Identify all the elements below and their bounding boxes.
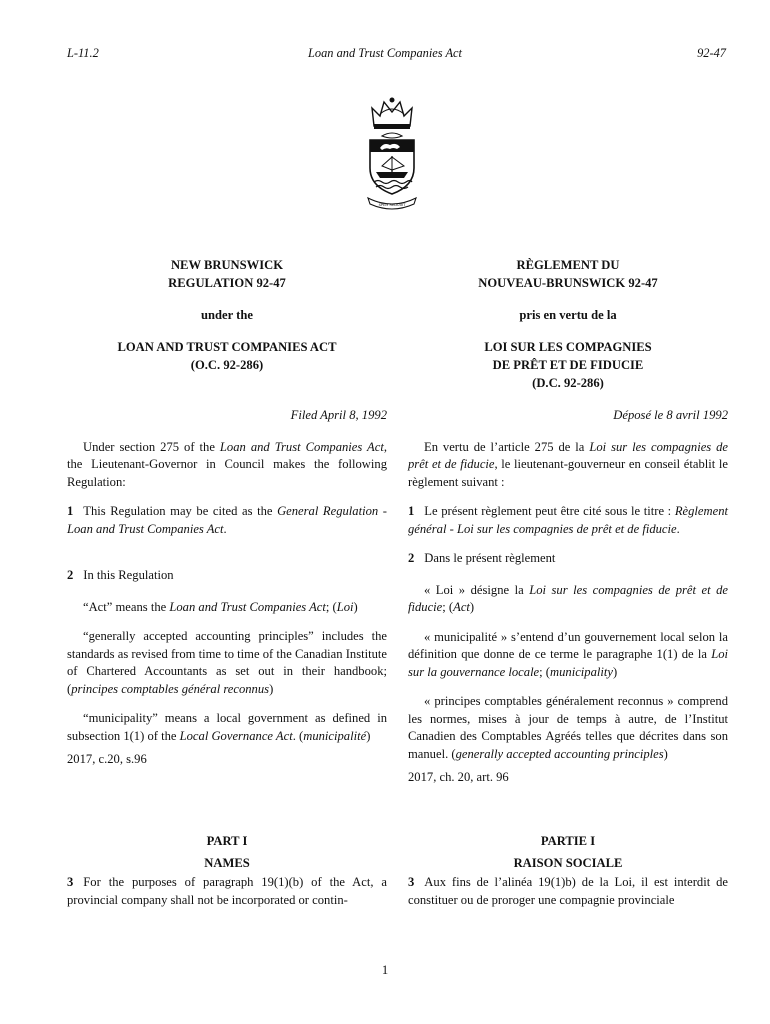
en-filed-date: Filed April 8, 1992 — [290, 408, 387, 422]
header-chapter: L-11.2 — [67, 46, 99, 60]
fr-filed-date: Déposé le 8 avril 1992 — [613, 408, 728, 422]
en-part-title: NAMES — [204, 856, 250, 870]
fr-enacting-clause: En vertu de l’article 275 de la Loi sur les compagnies de prêt et de fiducie, le lieutenant-gouverneur en conseil établit le règlement suivant : — [408, 439, 729, 489]
fr-part-title: RAISON SOCIALE — [513, 856, 623, 870]
fr-definition-loi: « Loi » désigne la Loi sur les compagnies de prêt et de fiducie; (Act) — [408, 582, 729, 614]
en-order-in-council: (O.C. 92-286) — [190, 358, 264, 372]
fr-definition-principes: « principes comptables généralement reconnus » comprend les normes, mises à jour de temps à autre, de l’Institut Canadien des Comptables Agréés telles que décrites dans son manuel. (generally accepted accounting principles) — [408, 694, 728, 761]
en-section-2: 2 In this Regulation — [67, 568, 174, 582]
en-section-1-number: 1 — [67, 504, 74, 518]
french-column — [408, 256, 729, 907]
header-act-title: Loan and Trust Companies Act — [308, 46, 462, 60]
en-part-heading: PART I — [206, 834, 248, 848]
fr-section-1: 1 Le présent règlement peut être cité sous le titre : Règlement général - Loi sur les compagnies de prêt et de fiducie. — [408, 504, 728, 536]
fr-amendment-note: 2017, ch. 20, art. 96 — [408, 770, 509, 784]
fr-under-the: pris en vertu de la — [519, 308, 617, 322]
en-enacting-clause: Under section 275 of the Loan and Trust Companies Act, the Lieutenant-Governor in Council makes the following Regulation: — [67, 439, 387, 489]
fr-act-name-line1: LOI SUR LES COMPAGNIES — [484, 340, 652, 354]
fr-act-name-line2: DE PRÊT ET DE FIDUCIE — [492, 358, 644, 372]
en-title-line2: REGULATION 92-47 — [168, 276, 286, 290]
en-definition-gaap: “generally accepted accounting principles” includes the standards as revised from time to time of the Canadian Institute of Chartered Accountants as set out in their handbook; (principes comptables général reconnus) — [67, 629, 387, 696]
en-under-the: under the — [201, 308, 253, 322]
fr-order-in-council: (D.C. 92-286) — [532, 376, 604, 390]
en-act-name: LOAN AND TRUST COMPANIES ACT — [117, 340, 337, 354]
fr-definition-municipalite: « municipalité » s’entend d’un gouvernement local selon la définition que donne de ce terme le paragraphe 1(1) de la Loi sur la gouvernance locale; (municipality) — [408, 629, 728, 679]
fr-section-3: 3 Aux fins de l’alinéa 19(1)b) de la Loi, il est interdit de constituer ou de proroger une compagnie provinciale — [408, 875, 728, 907]
en-definition-act: “Act” means the Loan and Trust Companies Act; (Loi) — [83, 599, 358, 614]
svg-text:SPEM REDUXIT: SPEM REDUXIT — [378, 203, 406, 207]
fr-title-line2: NOUVEAU-BRUNSWICK 92-47 — [478, 276, 658, 290]
english-column — [67, 256, 387, 907]
fr-section-2: 2 Dans le présent règlement — [408, 551, 556, 565]
page-number: 1 — [381, 963, 389, 977]
en-amendment-note: 2017, c.20, s.96 — [67, 752, 147, 766]
fr-part-heading: PARTIE I — [540, 834, 596, 848]
header-regulation-number: 92-47 — [697, 46, 726, 60]
coat-of-arms-icon — [362, 94, 422, 210]
en-section-3: 3 For the purposes of paragraph 19(1)(b) of the Act, a provincial company shall not be incorporated or contin- — [67, 875, 387, 907]
en-title-line1: NEW BRUNSWICK — [170, 258, 284, 272]
en-section-1: 1 This Regulation may be cited as the General Regulation - Loan and Trust Companies Act. — [67, 504, 387, 536]
fr-title-line1: RÈGLEMENT DU — [516, 258, 620, 272]
fr-section-1-number: 1 — [408, 504, 415, 518]
fr-section-3-number: 3 — [408, 875, 415, 889]
en-section-2-number: 2 — [67, 568, 74, 582]
en-definition-municipality: “municipality” means a local government as defined in subsection 1(1) of the Local Governance Act. (municipalité) — [67, 711, 387, 743]
fr-section-2-number: 2 — [408, 551, 415, 565]
en-section-3-number: 3 — [67, 875, 74, 889]
